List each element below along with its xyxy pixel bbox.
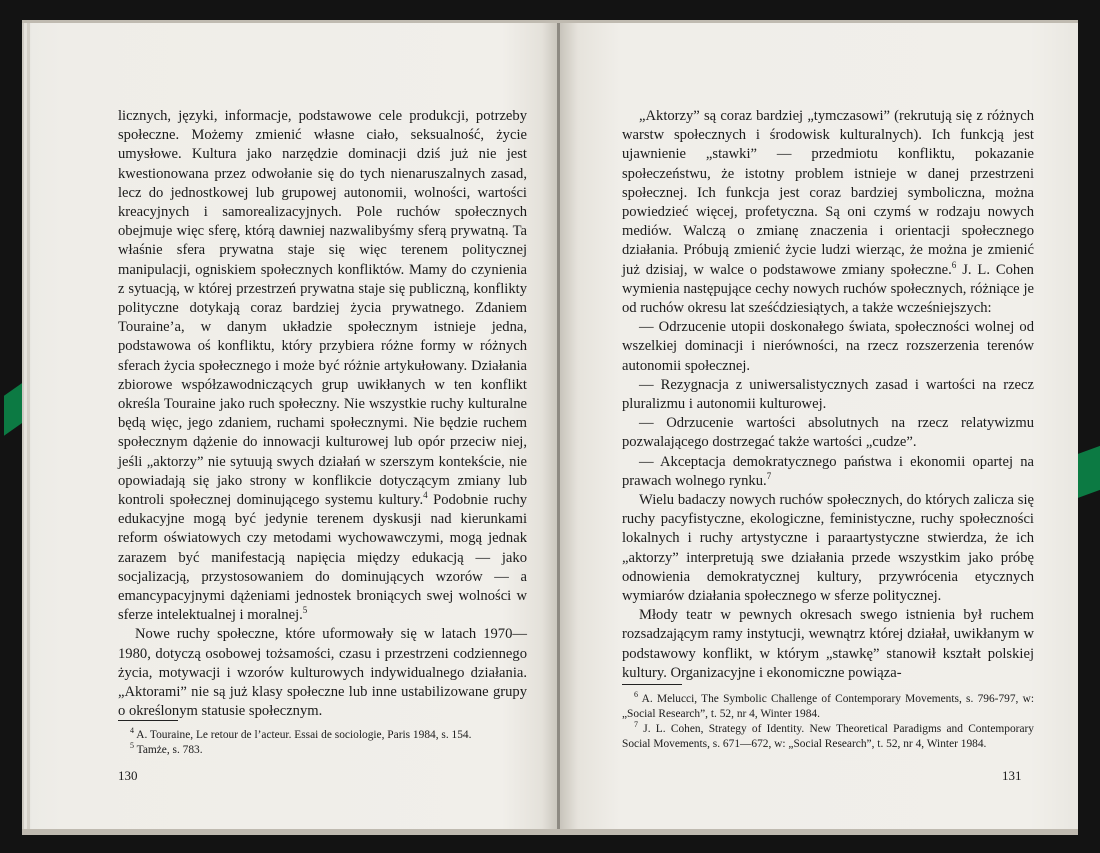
paragraph: „Aktorzy” są coraz bardziej „tymczasowi” (rekrutują się z różnych warstw społecznych i środowisk kulturalnych). Ich funkcją jest ujawnienie „stawki” — przedmiotu konfliktu, pokazanie społeczeństwu, że istotny problem istnieje w danej przestrzeni społecznej. Ich funkcja jest coraz bardziej symboliczna, można powiedzieć więcej, profetyczna. Są oni czymś w rodzaju nowych mediów. Walczą o zmianę znaczenia i orientacji społecznego działania. Próbują zmienić życie ludzi wierząc, że można je zmienić już dzisiaj, w walce o podstawowe zmiany społeczne.$^6$ J. L. Cohen wymienia następujące cechy nowych ruchów społecznych, różniące je od ruchów okresu lat sześćdziesiątych, a także wcześniejszych: xyxy=(622,108,1034,317)
paragraph: Nowe ruchy społeczne, które uformowały się w latach 1970—1980, dotyczą osobowej tożsamości, czasu i przestrzeni codziennego życia, motywacji i wzorów kulturowych indywidualnego działania. „Aktorami” nie są już klasy społeczne lub inne ustabilizowane grupy o określonym statusie społecznym. xyxy=(118,626,527,720)
left-body-text xyxy=(118,107,527,722)
page-number: 130 xyxy=(118,768,138,783)
right-page xyxy=(560,23,1078,829)
left-page xyxy=(22,23,558,829)
list-item: — Rezygnacja z uniwersalistycznych zasad i wartości na rzecz pluralizmu i autonomii kulturowej. xyxy=(622,376,1034,413)
footnote: $^4$ A. Touraine, Le retour de l’acteur. Essai de sociologie, Paris 1984, s. 154. xyxy=(130,726,472,741)
paragraph: Młody teatr w pewnych okresach swego istnienia był ruchem rozsadzającym ramy instytucji, wewnątrz której działał, uwikłanym w podstawowy konflikt, w którym „stawkę” stanowił kształt polskiej kultury. Organizacyjne i ekonomiczne powiąza- xyxy=(622,607,1034,681)
footnote-rule xyxy=(622,684,682,685)
list-item: — Akceptacja demokratycznego państwa i ekonomii opartej na prawach wolnego rynku.$^7$ xyxy=(622,453,1034,489)
open-book xyxy=(22,20,1078,835)
left-footnotes xyxy=(118,720,527,758)
footnote: $^6$ A. Melucci, The Symbolic Challenge of Contemporary Movements, s. 796-797, w: „Social Research”, t. 52, nr 4, Winter 1984. xyxy=(622,690,1035,720)
page-number: 131 xyxy=(1002,768,1022,783)
footnote-rule xyxy=(118,720,178,721)
footnote: $^5$ Tamże, s. 783. xyxy=(130,741,203,756)
list-item: — Odrzucenie wartości absolutnych na rzecz relatywizmu pozwalającego dostrzegać także wartości „cudze”. xyxy=(622,415,1034,451)
right-body-text xyxy=(622,107,1034,683)
footnote: $^7$ J. L. Cohen, Strategy of Identity. New Theoretical Paradigms and Contemporary Social Movements, s. 671—672, w: „Social Research”, t. 52, nr 4, Winter 1984. xyxy=(622,720,1034,750)
paragraph: Wielu badaczy nowych ruchów społecznych, do których zalicza się ruchy pacyfistyczne, ekologiczne, feministyczne, ruchy społeczności lokalnych i ruchy artystyczne i paraartystyczne stwierdza, że ich „aktorzy” interpretują swe działania przede wszystkim jako próbę odnowienia demokratycznej kultury, przywrócenia etycznych wymiarów działania społecznego w sferze politycznej. xyxy=(622,492,1034,605)
list-item: — Odrzucenie utopii doskonałego świata, społeczności wolnej od wszelkiej dominacji i nierówności, na rzecz rozszerzenia terenów autonomii społecznej. xyxy=(622,319,1034,374)
paragraph: licznych, języki, informacje, podstawowe cele produkcji, potrzeby społeczne. Możemy zmienić własne ciało, seksualność, życie umysłowe. Kultura jako narzędzie dominacji dziś już nie jest kwestionowana przez odwołanie się do tych nienaruszalnych zasad, lecz do jednostkowej lub grupowej autonomii, wolności, wartości kreacyjnych i samorealizacyjnych. Pole ruchów społecznych obejmuje więc sferę, którą dawniej nazwalibyśmy sferą prywatną. Ta właśnie sfera prywatna staje się więc terenem politycznej manipulacji, ogniskiem społecznych konfliktów. Mamy do czynienia z sytuacją, w której przestrzeń prywatna staje się publiczną, konflikty polityczne dotykają coraz bardziej życia prywatnego. Zdaniem Touraine’a, w danym układzie społecznym istnieje jedna, podstawowa oś konfliktu, który przybiera różne formy w różnych sferach życia społecznego i może być różnie artykułowany. Działania zbiorowe współzawodniczących grup uwikłanych w ten konflikt określa Touraine jako ruch społeczny. Nie wszystkie ruchy kulturalne będą więc, jego zdaniem, ruchami społecznymi. Nie będzie ruchem społecznym dążenie do innowacji kulturowej lub opór przeciw niej, jeśli „aktorzy” nie sytuują swych działań w szerszym kontekście, nie opowiadają się jako strony w konflikcie dotyczącym zmiany lub kontroli społecznej dominującego systemu kultury.$^4$ Podobnie ruchy edukacyjne mogą być jedynie terenem dyskusji nad kierunkami reform oświatowych czy metodami wychowawczymi, mogą jednak zarazem być manifestacją napięcia między edukacją — jako socjalizacją, przystosowaniem do dominujących wzorów — a emancypacyjnymi dążeniami jednostek broniących swej wolności w sferze intelektualnej i moralnej.$^5$ xyxy=(118,108,527,624)
right-footnotes xyxy=(622,684,1034,752)
